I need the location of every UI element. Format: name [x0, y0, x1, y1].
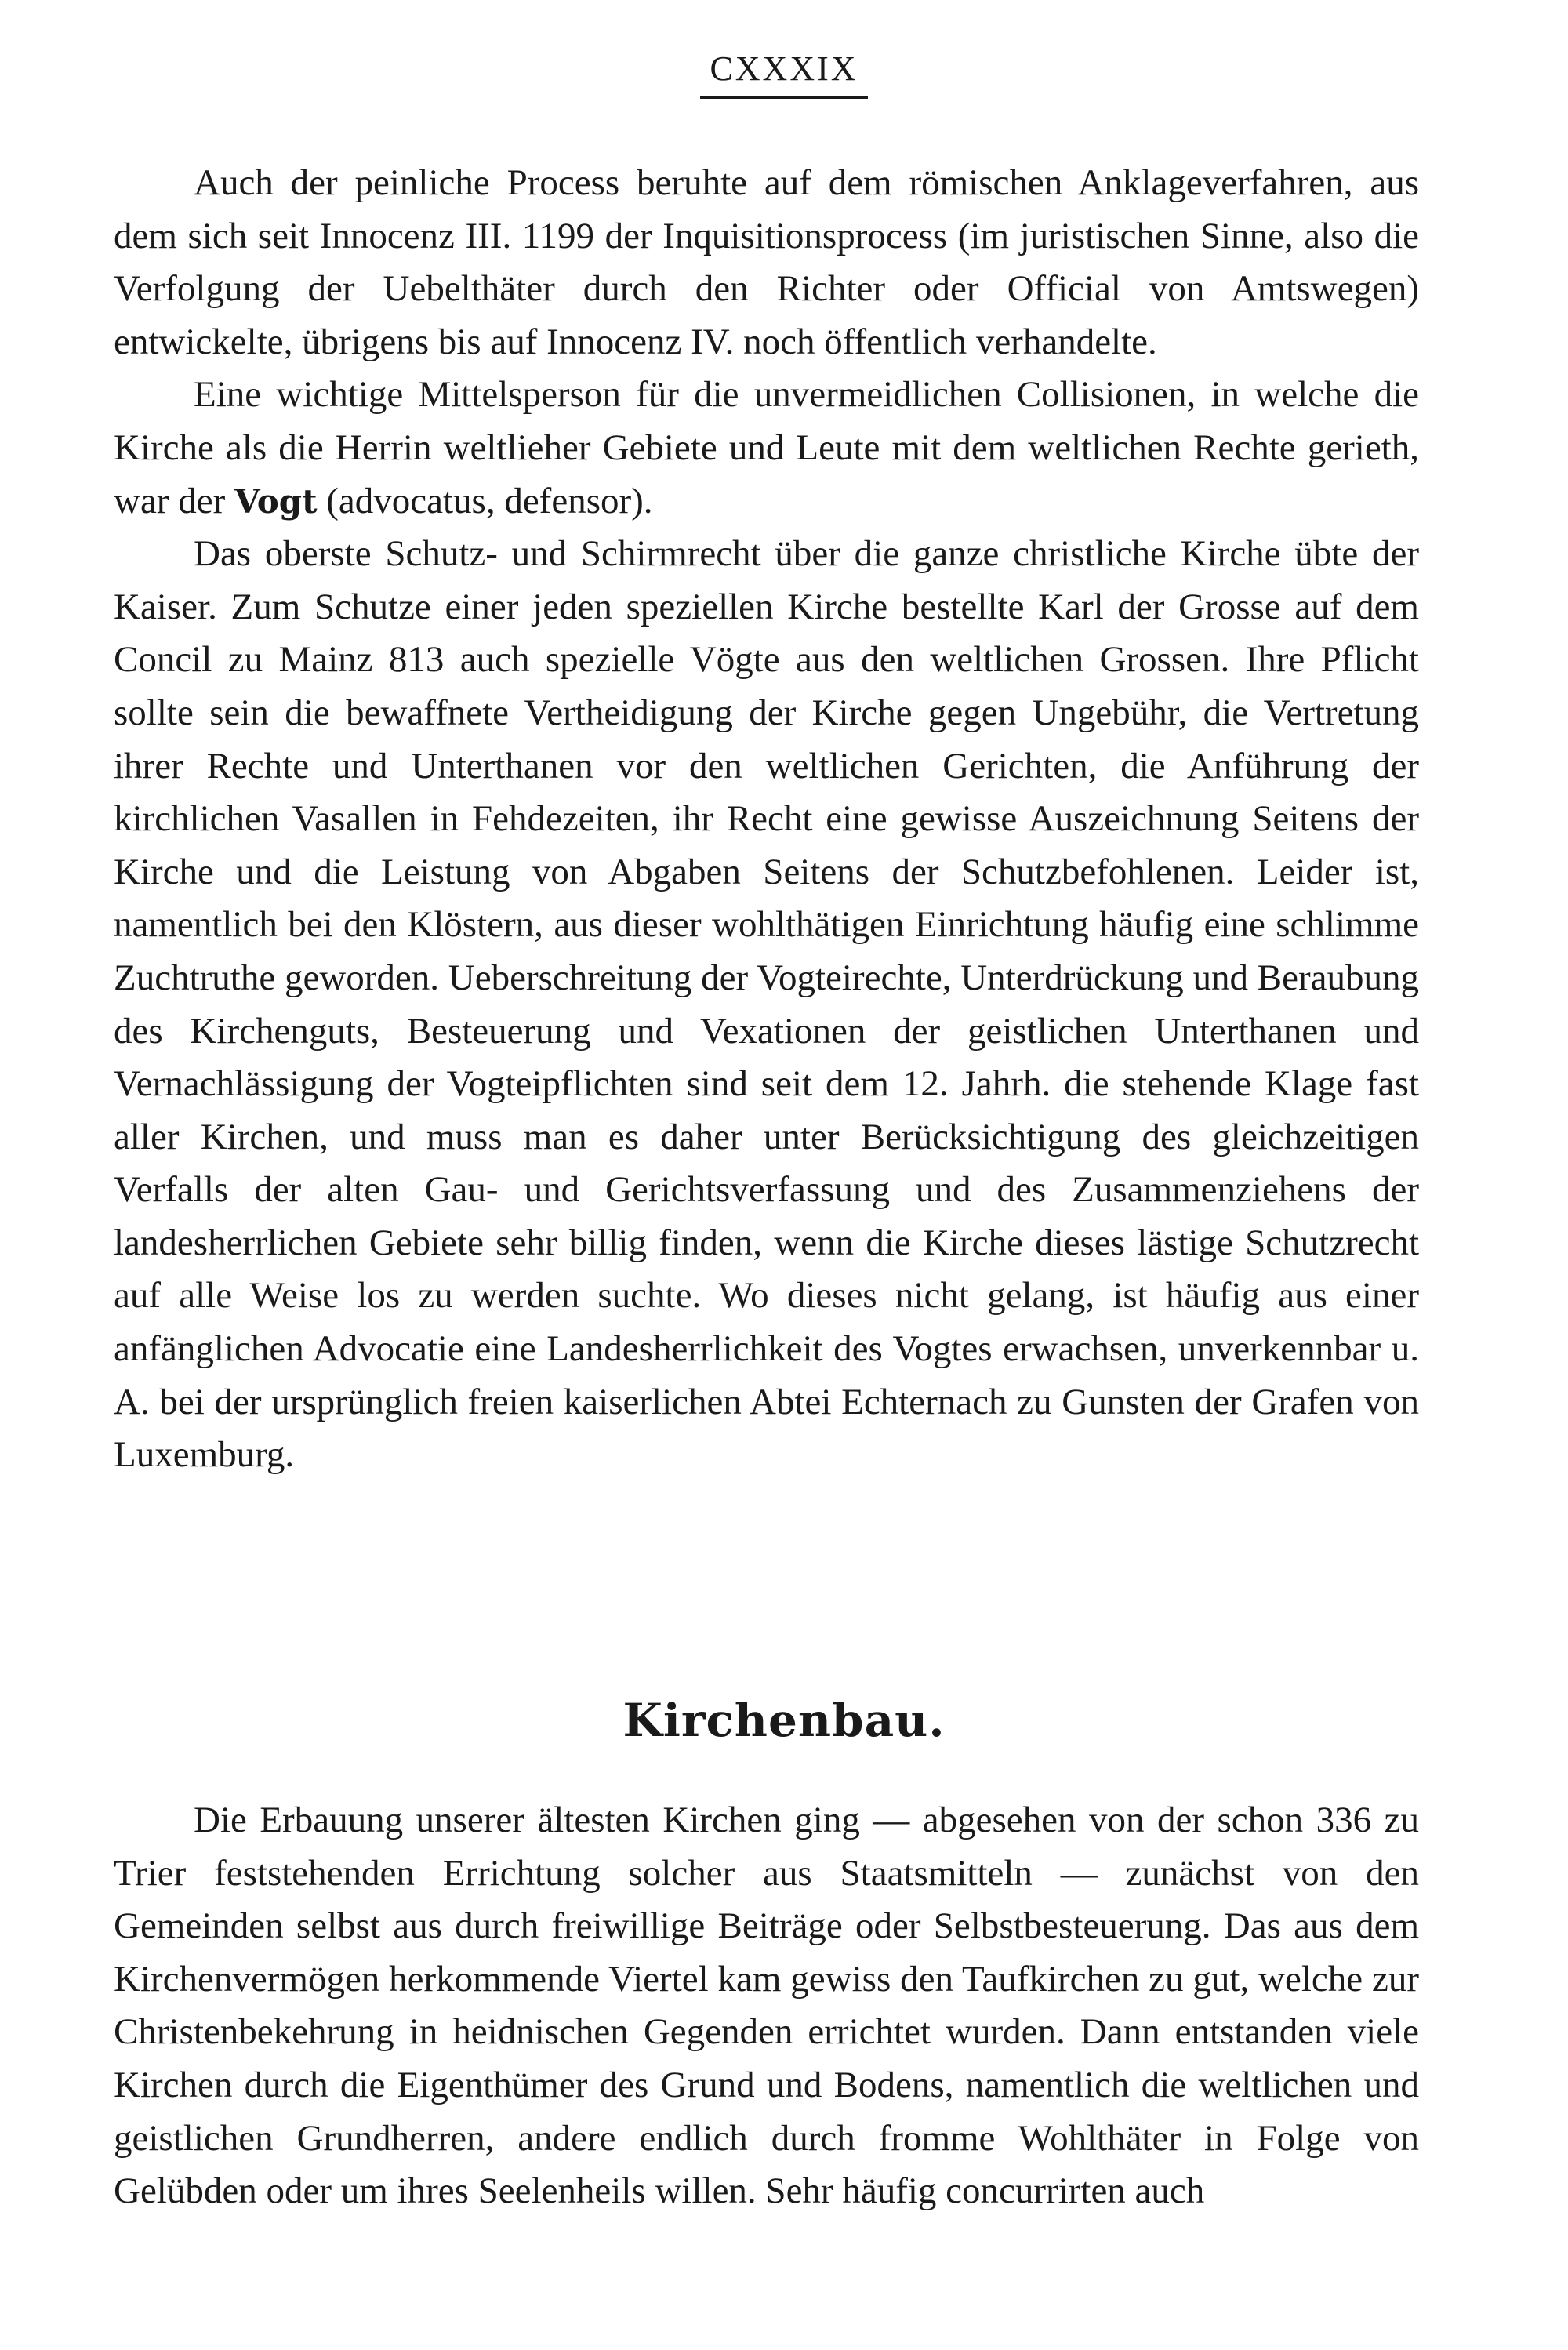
- paragraph-vogt: [114, 369, 1419, 528]
- page-number-text: CXXXIX: [700, 49, 867, 99]
- section-kirchenbau: [114, 1794, 1419, 2218]
- term-vogt: Vogt: [234, 481, 318, 521]
- paragraph-schutzrecht: Das oberste Schutz- und Schirmrecht über die ganze christliche Kirche übte der Kaiser. Zum Schutze einer jeden speziellen Kirche bestellte Karl der Grosse auf dem Concil zu Mainz 813 auch spezielle Vögte aus den weltlichen Grossen. Ihre Pflicht sollte sein die bewaffnete Vertheidigung der Kirche gegen Ungebühr, die Vertretung ihrer Rechte und Unterthanen vor den weltlichen Gerichten, die Anführung der kirchlichen Vasallen in Fehdezeiten, ihr Recht eine gewisse Auszeichnung Seitens der Kirche und die Leistung von Abgaben Seitens der Schutzbefohlenen. Leider ist, namentlich bei den Klöstern, aus dieser wohlthätigen Einrichtung häufig eine schlimme Zuchtruthe geworden. Ueberschreitung der Vogteirechte, Unterdrückung und Beraubung des Kirchenguts, Besteuerung und Vexationen der geistlichen Unterthanen und Vernachlässigung der Vogteipflichten sind seit dem 12. Jahrh. die stehende Klage fast aller Kirchen, und muss man es daher unter Berücksichtigung des gleichzeitigen Verfalls der alten Gau- und Gerichtsverfassung und des Zusammenziehens der landesherrlichen Gebiete sehr billig finden, wenn die Kirche dieses lästige Schutzrecht auf alle Weise los zu werden suchte. Wo dieses nicht gelang, ist häufig aus einer anfänglichen Advocatie eine Landesherrlichkeit des Vogtes erwachsen, unverkennbar u. A. bei der ursprünglich freien kaiserlichen Abtei Echternach zu Gunsten der Grafen von Luxemburg.: [114, 533, 1419, 1476]
- section-vogt: [114, 157, 1419, 1482]
- paragraph-process: Auch der peinliche Process beruhte auf dem römischen Anklageverfahren, aus dem sich seit Innocenz III. 1199 der Inquisitionsprocess (im juristischen Sinne, also die Verfolgung der Uebelthäter durch den Richter oder Official von Amtswegen) entwickelte, übrigens bis auf Innocenz IV. noch öffentlich verhandelte.: [114, 162, 1419, 362]
- paragraph-vogt-text-end: (advocatus, defensor).: [317, 480, 653, 521]
- section-heading-kirchenbau: Kirchenbau.: [622, 1694, 946, 1747]
- paragraph-vogt-text-start: Eine wichtige Mittelsperson für die unvermeidlichen Collisionen, in welche die Kirche als die Herrin weltlieher Gebiete und Leute mit dem weltlichen Rechte gerieth, war der: [114, 374, 1419, 521]
- paragraph-erbauung: Die Erbauung unserer ältesten Kirchen ging — abgesehen von der schon 336 zu Trier feststehenden Errichtung solcher aus Staatsmitteln — zunächst von den Gemeinden selbst aus durch freiwillige Beiträge oder Selbstbesteuerung. Das aus dem Kirchenvermögen herkommende Viertel kam gewiss den Taufkirchen zu gut, welche zur Christenbekehrung in heidnischen Gegenden errichtet wurden. Dann entstanden viele Kirchen durch die Eigenthümer des Grund und Bodens, namentlich die weltlichen und geistlichen Grundherren, andere endlich durch fromme Wohlthäter in Folge von Gelübden oder um ihres Seelenheils willen. Sehr häufig concurrirten auch: [114, 1800, 1419, 2212]
- page-number: [0, 49, 1568, 99]
